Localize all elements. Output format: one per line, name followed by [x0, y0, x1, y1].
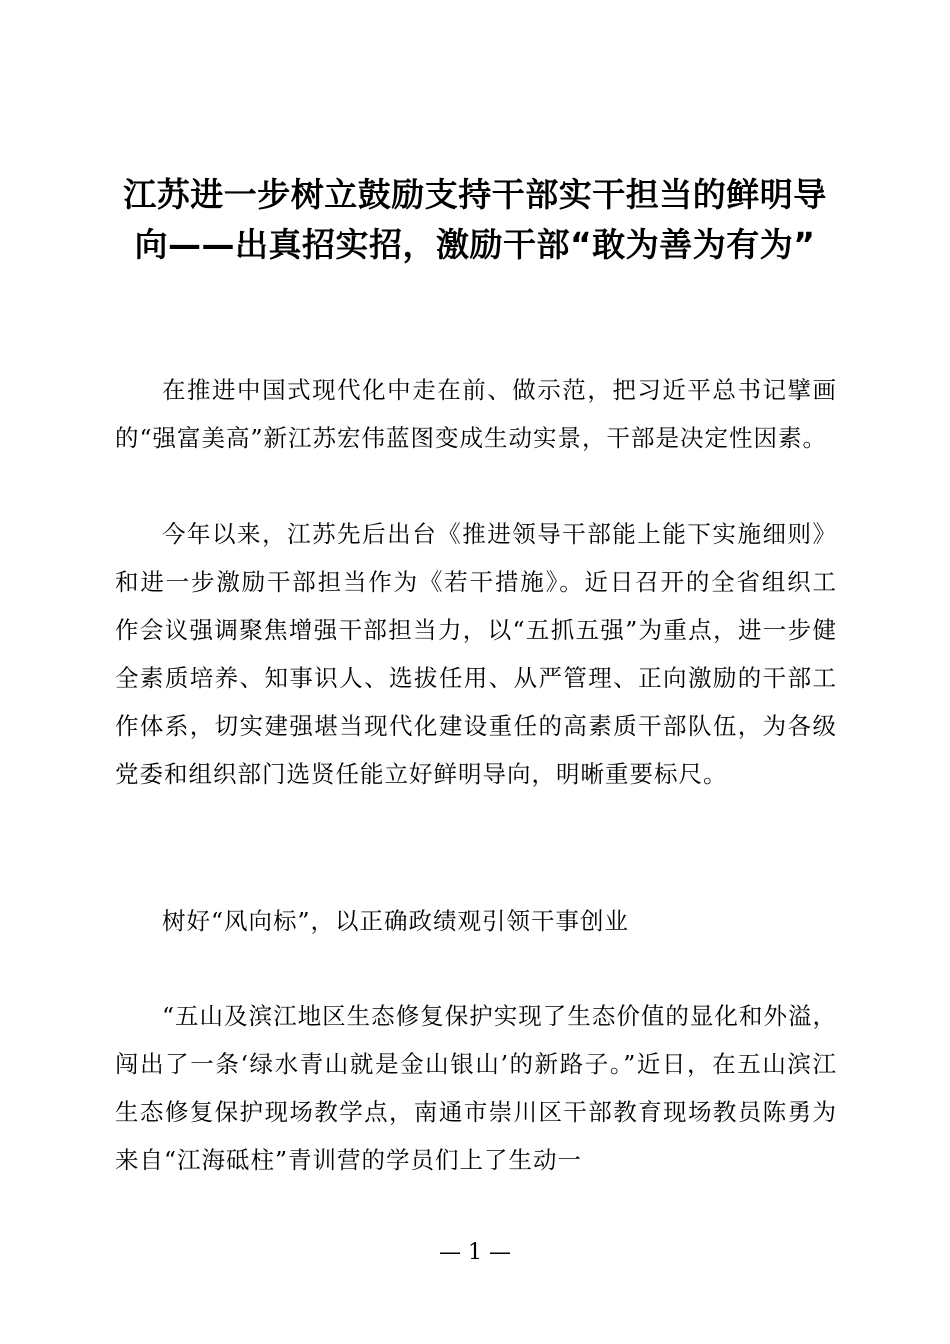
intro-paragraph: 在推进中国式现代化中走在前、做示范，把习近平总书记擘画的“强富美高”新江苏宏伟蓝图变成生动实景，干部是决定性因素。 — [115, 376, 837, 452]
policy-paragraph: 今年以来，江苏先后出台《推进领导干部能上能下实施细则》和进一步激励干部担当作为《若干措施》。近日召开的全省组织工作会议强调聚焦增强干部担当力，以“五抓五强”为重点，进一步健全素质培养、知事识人、选拔任用、从严管理、正向激励的干部工作体系，切实建强堪当现代化建设重任的高素质干部队伍，为各级党委和组织部门选贤任能立好鲜明导向，明晰重要标尺。 — [115, 520, 837, 788]
section-heading: 树好“风向标”，以正确政绩观引领干事创业 — [162, 907, 630, 935]
section-paragraph: “五山及滨江地区生态修复保护实现了生态价值的显化和外溢，闯出了一条‘绿水青山就是金山银山’的新路子。”近日，在五山滨江生态修复保护现场教学点，南通市崇川区干部教育现场教员陈勇为来自“江海砥柱”青训营的学员们上了生动一 — [115, 1002, 837, 1174]
page-number: — 1 — — [439, 1240, 511, 1265]
document-title: 江苏进一步树立鼓励支持干部实干担当的鲜明导向——出真招实招，激励干部“敢为善为有为” — [123, 175, 827, 264]
